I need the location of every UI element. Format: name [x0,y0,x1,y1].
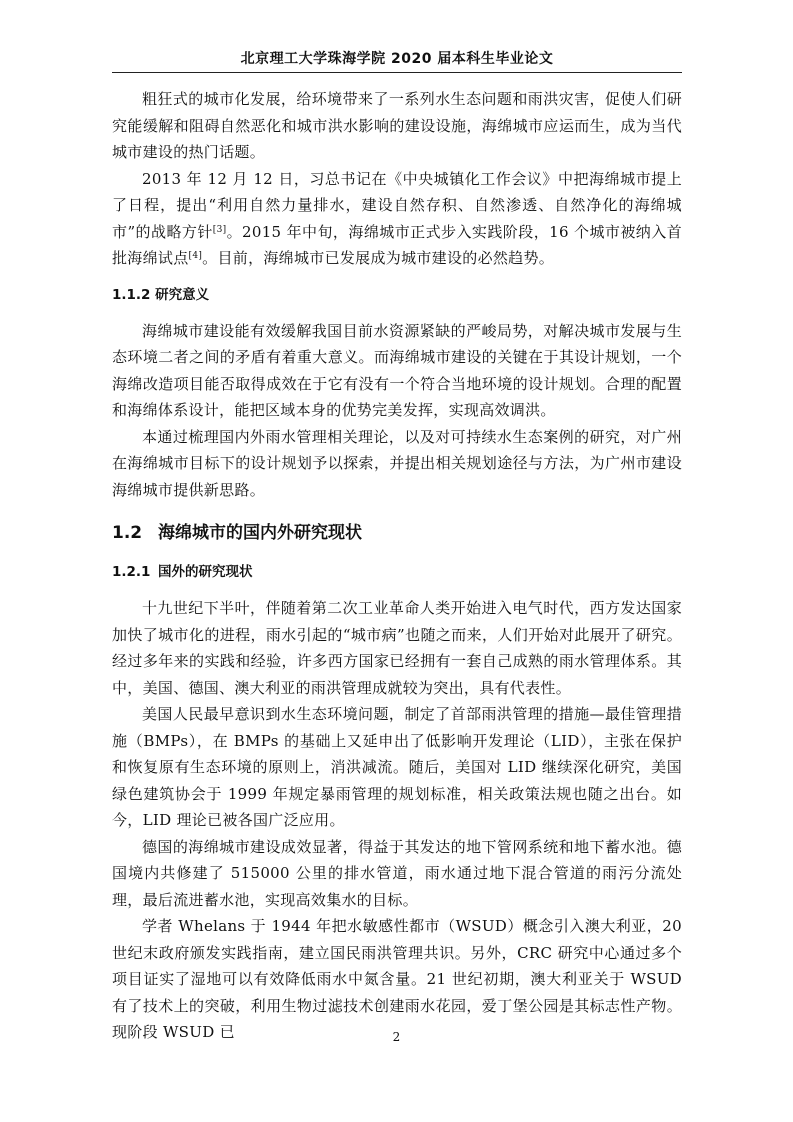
running-header: 北京理工大学珠海学院 2020 届本科生毕业论文 [240,51,554,67]
paragraph-germany: 德国的海绵城市建设成效显著，得益于其发达的地下管网系统和地下蓄水池。德国境内共修建了 515000 公里的排水管道，雨水通过地下混合管道的雨污分流处理，最后流进蓄水池，实现高效集水的目标。 [112,837,682,909]
paragraph-method: 本通过梳理国内外雨水管理相关理论，以及对可持续水生态案例的研究，对广州在海绵城市目标下的设计规划予以探索，并提出相关规划途径与方法，为广州市建设海绵城市提供新思路。 [112,427,682,499]
paragraph-usa: 美国人民最早意识到水生态环境问题，制定了首部雨洪管理的措施—最佳管理措施（BMPs），在 BMPs 的基础上又延申出了低影响开发理论（LID），主张在保护和恢复原有生态环境的原则上，消洪减流。随后，美国对 LID 继续深化研究，美国绿色建筑协会于 1999 年规定暴雨管理的规划标准，相关政策法规也随之出台。如今，LID 理论已被各国广泛应用。 [112,705,682,829]
section-heading-1-2-1 [112,561,682,583]
header-rule [112,72,682,73]
section-title: 海绵城市的国内外研究现状 [158,523,362,543]
paragraph-policy-history [112,166,682,272]
section-title: 国外的研究现状 [158,564,253,580]
paragraph-urbanization: 粗狂式的城市化发展，给环境带来了一系列水生态问题和雨洪灾害，促使人们研究能缓解和阻碍自然恶化和城市洪水影响的建设设施，海绵城市应运而生，成为当代城市建设的热门话题。 [112,90,682,161]
paragraph-text: 。2015 年中旬，海绵城市正式步入实践阶段，16 个城市被纳入首批海绵试点 [112,222,682,267]
citation-ref: [3] [212,224,227,235]
paragraph-australia: 学者 Whelans 于 1944 年把水敏感性都市（WSUD）概念引入澳大利亚，20 世纪末政府颁发实践指南，建立国民雨洪管理共识。另外，CRC 研究中心通过多个项目证实了湿地可以有效降低雨水中氮含量。21 世纪初期，澳大利亚关于 WSUD 有了技术上的突破，利用生物过滤技术创建雨水花园，爱丁堡公园是其标志性产物。现阶段 WSUD 已 [112,917,682,1041]
section-heading-1-2 [112,519,682,547]
section-heading-1-1-2: 1.1.2 研究意义 [112,286,210,303]
paragraph-text: 。目前，海绵城市已发展成为城市建设的必然趋势。 [202,249,555,267]
page-body [112,86,682,1046]
paragraph-significance: 海绵城市建设能有效缓解我国目前水资源紧缺的严峻局势，对解决城市发展与生态环境二者之间的矛盾有着重大意义。而海绵城市建设的关键在于其设计规划，一个海绵改造项目能否取得成效在于它有没有一个符合当地环境的设计规划。合理的配置和海绵体系设计，能把区域本身的优势完美发挥，实现高效调洪。 [112,321,682,419]
section-number: 1.2.1 [112,564,151,580]
section-number: 1.2 [112,523,143,543]
page-number: 2 [392,1030,401,1044]
citation-ref: [4] [188,251,203,261]
paragraph-western-history: 十九世纪下半叶，伴随着第二次工业革命人类开始进入电气时代，西方发达国家加快了城市化的进程，雨水引起的“城市病”也随之而来，人们开始对此展开了研究。经过多年来的实践和经验，许多西方国家已经拥有一套自己成熟的雨水管理体系。其中，美国、德国、澳大利亚的雨洪管理成就较为突出，具有代表性。 [112,599,682,697]
paragraph-text: 2013 年 12 月 12 日，习总书记在《中央城镇化工作会议》中把海绵城市提上了日程，提出“利用自然力量排水，建设自然存积、自然渗透、自然净化的海绵城市”的战略方针 [112,169,682,241]
